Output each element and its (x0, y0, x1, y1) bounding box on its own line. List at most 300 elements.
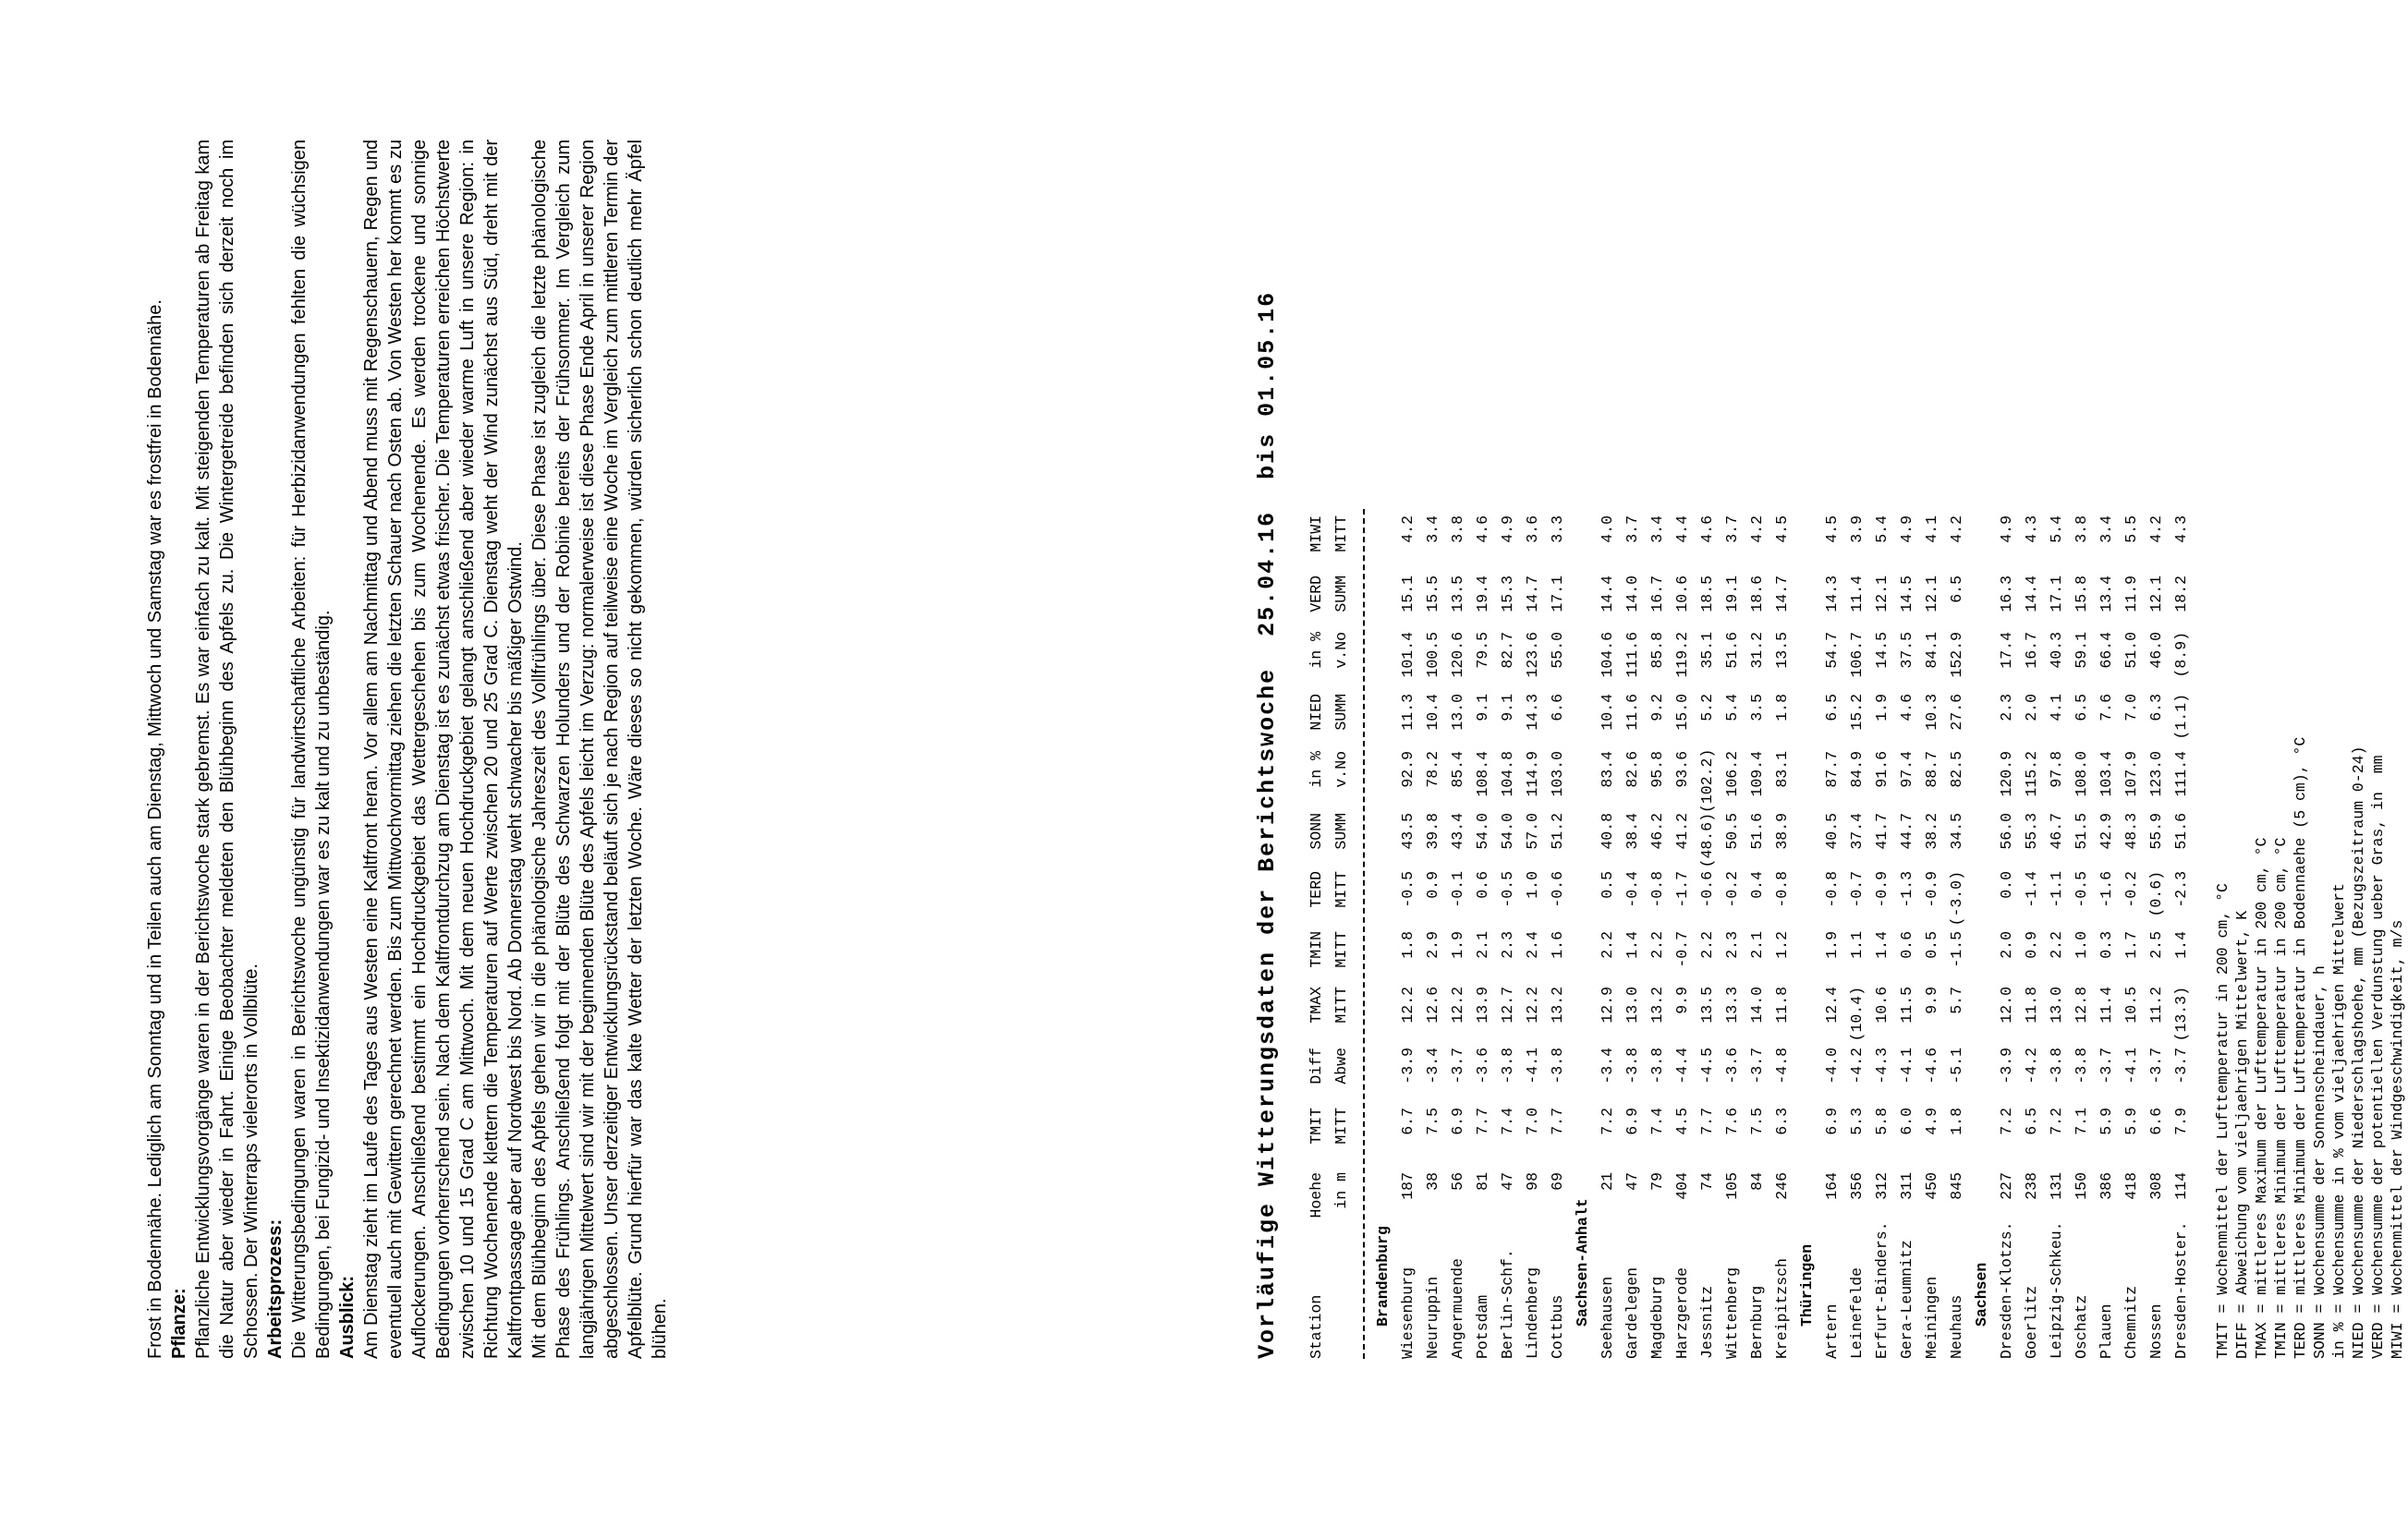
value-cell: 55.0 (1549, 632, 1566, 669)
value-cell: 115.2 (2023, 751, 2040, 797)
value-cell: 6.9 (1823, 1108, 1841, 1135)
value-cell: 46.0 (2147, 632, 2165, 669)
value-cell: 92.9 (1399, 751, 1417, 788)
value-cell: 4.3 (2172, 515, 2190, 543)
value-cell: 82.5 (1948, 751, 1965, 788)
value-cell: 0.0 (1998, 871, 2015, 899)
value-cell: -3.7 (2172, 1048, 2190, 1085)
value-cell: -4.3 (1873, 1048, 1891, 1085)
table-row (1948, 509, 1973, 1359)
station-cell: Potsdam (1474, 1294, 1491, 1359)
value-cell: -0.7 (1673, 931, 1691, 968)
value-cell: 11.8 (2023, 987, 2040, 1024)
value-cell: 7.6 (2098, 694, 2115, 721)
station-cell: Erfurt-Binders. (1873, 1221, 1891, 1359)
station-cell: Goerlitz (2023, 1285, 2040, 1359)
value-cell: 0.6 (1898, 931, 1915, 959)
value-cell: 51.5 (2073, 813, 2090, 850)
value-cell: 11.8 (1773, 987, 1791, 1024)
pflanze-heading: Pflanze: (169, 1288, 189, 1359)
value-cell: 227 (1998, 1172, 2015, 1200)
value-cell: 31.2 (1748, 632, 1766, 669)
value-cell: 11.4 (1848, 576, 1866, 612)
value-cell: 56.0 (1998, 813, 2015, 850)
value-cell: VERD (1307, 576, 1325, 612)
value-cell: 0.5 (1599, 871, 1616, 899)
weather-data-table (1307, 509, 2408, 1359)
value-cell: 1.4 (1873, 931, 1891, 959)
value-cell: 2.9 (1424, 931, 1441, 959)
value-cell: in m (1332, 1172, 1350, 1209)
value-cell: Hoehe (1307, 1172, 1325, 1218)
value-cell: 15.8 (2073, 576, 2090, 612)
value-cell: 12.1 (1873, 576, 1891, 612)
value-cell: 9.1 (1499, 694, 1516, 721)
value-cell: 38.2 (1923, 813, 1940, 850)
value-cell: SUMM (1332, 694, 1350, 731)
value-cell: -4.4 (1673, 1048, 1691, 1085)
value-cell: -0.9 (1923, 871, 1940, 908)
value-cell: -3.7 (2098, 1048, 2115, 1085)
value-cell: 4.5 (1823, 515, 1841, 543)
station-cell: Dresden-Hoster. (2172, 1221, 2190, 1359)
value-cell: SUMM (1332, 576, 1350, 612)
value-cell: -0.7 (1848, 871, 1866, 908)
value-cell: 450 (1923, 1172, 1940, 1200)
value-cell: 81 (1474, 1172, 1491, 1191)
value-cell: 3.7 (1723, 515, 1741, 543)
value-cell: 107.9 (2122, 751, 2140, 797)
value-cell: 7.1 (2073, 1108, 2090, 1135)
value-cell: 9.1 (1474, 694, 1491, 721)
legend-line: SONN = Wochensumme der Sonnenscheindauer, h (2311, 965, 2329, 1359)
value-cell: -4.8 (1773, 1048, 1791, 1085)
value-cell: 13.5 (1773, 632, 1791, 669)
table-row (2048, 509, 2073, 1359)
station-cell: Cottbus (1549, 1294, 1566, 1359)
value-cell: 3.8 (1449, 515, 1466, 543)
value-cell: 845 (1948, 1172, 1965, 1200)
value-cell: 46.2 (1648, 813, 1666, 850)
value-cell: -3.8 (2048, 1048, 2065, 1085)
value-cell: 1.4 (2172, 931, 2190, 959)
value-cell: 15.5 (1424, 576, 1441, 612)
value-cell: 6.6 (1549, 694, 1566, 721)
value-cell: 1.0 (2073, 931, 2090, 959)
value-cell: 17.1 (1549, 576, 1566, 612)
table-row (2147, 509, 2172, 1359)
value-cell: 78.2 (1424, 751, 1441, 788)
station-cell: Kreipitzsch (1773, 1258, 1791, 1359)
value-cell: 9.2 (1648, 694, 1666, 721)
value-cell: -3.7 (1449, 1048, 1466, 1085)
value-cell: 13.5 (1698, 987, 1716, 1024)
header-row (1307, 509, 1332, 1359)
value-cell: MITT (1332, 931, 1350, 968)
station-cell: Leipzig-Schkeu. (2048, 1221, 2065, 1359)
value-cell: 50.5 (1723, 813, 1741, 850)
value-cell: 120.6 (1449, 632, 1466, 678)
table-row (1449, 509, 1474, 1359)
table-row (2172, 509, 2197, 1359)
value-cell: 84.1 (1923, 632, 1940, 669)
value-cell: 7.0 (1524, 1108, 1541, 1135)
station-cell: Neuhaus (1948, 1294, 1965, 1359)
value-cell: 4.6 (1698, 515, 1716, 543)
table-row (1898, 509, 1923, 1359)
table-row (1723, 509, 1748, 1359)
value-cell: 5.2 (1698, 694, 1716, 721)
value-cell: (13.3) (2172, 987, 2190, 1042)
value-cell: -0.1 (1449, 871, 1466, 908)
value-cell: 12.6 (1424, 987, 1441, 1024)
value-cell: 47 (1624, 1172, 1641, 1191)
station-cell: Lindenberg (1524, 1266, 1541, 1359)
value-cell: 103.4 (2098, 751, 2115, 797)
value-cell: v.No (1332, 751, 1350, 788)
value-cell: -3.8 (2073, 1048, 2090, 1085)
station-cell: Oschatz (2073, 1294, 2090, 1359)
value-cell: 15.2 (1848, 694, 1866, 731)
value-cell: 4.4 (1673, 515, 1691, 543)
value-cell: 105 (1723, 1172, 1741, 1200)
value-cell: 14.3 (1524, 694, 1541, 731)
value-cell: 6.3 (2147, 694, 2165, 721)
value-cell: 111.4 (2172, 751, 2190, 797)
value-cell: 10.4 (1599, 694, 1616, 731)
value-cell: -3.7 (2147, 1048, 2165, 1085)
value-cell: 12.2 (1449, 987, 1466, 1024)
value-cell: -2.3 (2172, 871, 2190, 908)
value-cell: 14.7 (1773, 576, 1791, 612)
value-cell: 3.7 (1624, 515, 1641, 543)
arbeitsprozess-paragraph: Die Witterungsbedingungen waren in Berichtswoche ungünstig für landwirtschaftliche Arbeiten: für Herbizidanwendungen fehlten die wüchsigen Bedingungen, bei Fungizid- und Insektizidanwendungen war es zu kalt und zu unbeständig. (289, 139, 334, 1359)
value-cell: 4.1 (1923, 515, 1940, 543)
value-cell: 108.4 (1474, 751, 1491, 797)
value-cell: 119.2 (1673, 632, 1691, 678)
value-cell: 55.9 (2147, 813, 2165, 850)
value-cell: MITT (1332, 1108, 1350, 1145)
value-cell: 27.6 (1948, 694, 1965, 731)
value-cell: 123.0 (2147, 751, 2165, 797)
value-cell: MIWI (1307, 515, 1325, 552)
value-cell: 79.5 (1474, 632, 1491, 669)
value-cell: 4.9 (1998, 515, 2015, 543)
value-cell: 5.5 (2122, 515, 2140, 543)
station-cell: Berlin-Schf. (1499, 1249, 1516, 1359)
value-cell: 13.2 (1648, 987, 1666, 1024)
value-cell: 4.2 (1399, 515, 1417, 543)
table-row (1624, 509, 1648, 1359)
value-cell: 13.0 (2048, 987, 2065, 1024)
value-cell: -1.4 (2023, 871, 2040, 908)
value-cell: 12.1 (2147, 576, 2165, 612)
value-cell: 37.4 (1848, 813, 1866, 850)
legend-line: DIFF = Abweichung vom vieljaehrigen Mittelwert, K (2233, 910, 2251, 1359)
value-cell: -3.8 (1624, 1048, 1641, 1085)
value-cell: 187 (1399, 1172, 1417, 1200)
value-cell: 51.6 (1723, 632, 1741, 669)
value-cell: 5.9 (2122, 1108, 2140, 1135)
station-cell: Nossen (2147, 1303, 2165, 1359)
value-cell: 14.0 (1748, 987, 1766, 1024)
value-cell: 101.4 (1399, 632, 1417, 678)
value-cell: 14.4 (1599, 576, 1616, 612)
value-cell: 83.1 (1773, 751, 1791, 788)
station-cell: Seehausen (1599, 1276, 1616, 1359)
table-row (1773, 509, 1798, 1359)
value-cell: 2.0 (2023, 694, 2040, 721)
value-cell: 69 (1549, 1172, 1566, 1191)
value-cell: 150 (2073, 1172, 2090, 1200)
value-cell: 7.2 (2048, 1108, 2065, 1135)
value-cell: 4.9 (1898, 515, 1915, 543)
value-cell: 40.8 (1599, 813, 1616, 850)
value-cell: 114.9 (1524, 751, 1541, 797)
group-heading: Thüringen (1798, 1243, 1816, 1327)
value-cell: TMAX (1307, 987, 1325, 1024)
value-cell: 2.5 (2147, 931, 2165, 959)
value-cell: 7.4 (1499, 1108, 1516, 1135)
legend-line: NIED = Wochensumme der Niederschlagshoehe, mm (Bezugszeitraum 0-24) (2350, 745, 2367, 1359)
value-cell: MITT (1332, 987, 1350, 1024)
value-cell: 54.0 (1499, 813, 1516, 850)
value-cell: 6.9 (1624, 1108, 1641, 1135)
value-cell: 97.4 (1898, 751, 1915, 788)
value-cell: -4.1 (1898, 1048, 1915, 1085)
value-cell: TERD (1307, 871, 1325, 908)
value-cell: (0.6) (2147, 871, 2165, 917)
value-cell: 123.6 (1524, 632, 1541, 678)
value-cell: 10.6 (1873, 987, 1891, 1024)
value-cell: 13.0 (1449, 694, 1466, 731)
value-cell: 0.4 (1748, 871, 1766, 899)
value-cell: 16.7 (1648, 576, 1666, 612)
table-row (2023, 509, 2048, 1359)
value-cell: 4.6 (1898, 694, 1915, 721)
value-cell: 34.5 (1948, 813, 1965, 850)
value-cell: 2.3 (1998, 694, 2015, 721)
value-cell: 2.0 (1998, 931, 2015, 959)
table-row (1923, 509, 1948, 1359)
value-cell: 57.0 (1524, 813, 1541, 850)
value-cell: 1.8 (1948, 1108, 1965, 1135)
header-divider (1363, 509, 1365, 1359)
ausblick-paragraph: Am Dienstag zieht im Laufe des Tages aus Westen eine Kaltfront heran. Vor allem am Nachmittag und Abend muss mit Regenschauern, Regen und eventuell auch mit Gewittern gerechnet werden. Bis zum Mittwochvormittag ziehen die letzten Schauer nach Osten ab. Von Westen her kommt es zu Auflockerungen. Anschließend bestimmt ein Hochdruckgebiet das Wettergeschehen bis zum Wochenende. Es werden trockene und sonnige Bedingungen vorherrschend sein. Nach dem Kaltfrontdurchzug am Dienstag ist es zunächst etwas frischer. Die Temperaturen erreichen Höchstwerte zwischen 10 und 15 Grad C am Mittwoch. Mit dem neuen Hochdruckgebiet gelangt anschließend aber wieder warme Luft in unsere Region: in Richtung Wochenende klettern die Temperaturen auf Werte zwischen 20 und 25 Grad C. Dienstag weht der Wind zunächst aus Süd, dreht mit der Kaltfrontpassage aber auf Nordwest bis Nord. Ab Donnerstag weht schwacher bis mäßiger Ostwind. (361, 139, 526, 1359)
value-cell: 56 (1449, 1172, 1466, 1191)
value-cell: 12.7 (1499, 987, 1516, 1024)
value-cell: 59.1 (2073, 632, 2090, 669)
value-cell: 1.9 (1823, 931, 1841, 959)
value-cell: 3.6 (1524, 515, 1541, 543)
value-cell: 4.2 (2147, 515, 2165, 543)
value-cell: 87.7 (1823, 751, 1841, 788)
value-cell: -4.5 (1698, 1048, 1716, 1085)
value-cell: -3.7 (1748, 1048, 1766, 1085)
value-cell: 4.3 (2023, 515, 2040, 543)
table-row (1873, 509, 1898, 1359)
value-cell: (1.1) (2172, 694, 2190, 740)
group-heading: Brandenburg (1374, 1226, 1392, 1327)
table-row (1424, 509, 1449, 1359)
value-cell: 152.9 (1948, 632, 1965, 678)
value-cell: -3.9 (1998, 1048, 2015, 1085)
value-cell: 13.2 (1549, 987, 1566, 1024)
value-cell: -0.8 (1648, 871, 1666, 908)
value-cell: 2.2 (1698, 931, 1716, 959)
value-cell: 11.2 (2147, 987, 2165, 1024)
value-cell: 0.6 (1474, 871, 1491, 899)
value-cell: 91.6 (1873, 751, 1891, 788)
value-cell: 93.6 (1673, 751, 1691, 788)
value-cell: 83.4 (1599, 751, 1616, 788)
value-cell: 18.6 (1748, 576, 1766, 612)
station-cell: Magdeburg (1648, 1276, 1666, 1359)
table-row (2073, 509, 2098, 1359)
value-cell: 54.7 (1823, 632, 1841, 669)
value-cell: 3.3 (1549, 515, 1566, 543)
value-cell: 37.5 (1898, 632, 1915, 669)
value-cell: 238 (2023, 1172, 2040, 1200)
value-cell: -0.8 (1773, 871, 1791, 908)
value-cell: 40.3 (2048, 632, 2065, 669)
value-cell: 7.5 (1424, 1108, 1441, 1135)
value-cell: 13.5 (1449, 576, 1466, 612)
value-cell: 41.7 (1873, 813, 1891, 850)
value-cell: 308 (2147, 1172, 2165, 1200)
value-cell: 11.4 (2098, 987, 2115, 1024)
value-cell: 14.4 (2023, 576, 2040, 612)
station-cell: Station (1307, 1294, 1325, 1359)
value-cell: NIED (1307, 694, 1325, 731)
value-cell: MITT (1332, 515, 1350, 552)
table-row (1998, 509, 2023, 1359)
station-cell: Wittenberg (1723, 1266, 1741, 1359)
phaenologie-paragraph: Mit dem Blühbeginn des Apfels gehen wir in die phänologische Jahreszeit des Vollfrühlings über. Diese Phase ist zugleich die letzte phänologische Phase des Frühlings. Anschließend folgt mit der Blüte des Schwarzen Holunders und der Robinie bereits der Frühsommer. Im Vergleich zum langjährigen Mittelwert sind wir mit der beginnenden Blüte des Apfels leicht im Verzug: normalerweise ist diese Phase Ende April in unserer Region abgeschlossen. Unser derzeitiger Entwicklungsrückstand beläuft sich je nach Region auf teilweise eine Woche im Vergleich zum mittleren Termin der Apfelblüte. Grund hierfür war das kalte Wetter der letzten Woche. Wäre dieses so nicht gekommen, würden sicherlich schon deutlich mehr Äpfel blühen. (529, 139, 670, 1359)
value-cell: SONN (1307, 813, 1325, 850)
legend-line: TMAX = mittleres Maximum der Lufttemperatur in 200 cm, °C (2253, 837, 2270, 1359)
table-row (1823, 509, 1848, 1359)
value-cell: 5.9 (2098, 1108, 2115, 1135)
value-cell: 12.4 (1823, 987, 1841, 1024)
value-cell: 14.5 (1873, 632, 1891, 669)
value-cell: 2.2 (2048, 931, 2065, 959)
legend-line: VERD = Wochensumme der potentiellen Verdunstung ueber Gras, in mm (2369, 755, 2387, 1359)
value-cell: 12.8 (2073, 987, 2090, 1024)
value-cell: -1.1 (2048, 871, 2065, 908)
value-cell: 1.4 (1624, 931, 1641, 959)
value-cell: 14.5 (1898, 576, 1915, 612)
value-cell: 12.2 (1524, 987, 1541, 1024)
value-cell: 6.5 (1823, 694, 1841, 721)
value-cell: 1.2 (1773, 931, 1791, 959)
table-row (1673, 509, 1698, 1359)
value-cell: -0.6 (1698, 871, 1716, 908)
value-cell: 4.2 (1748, 515, 1766, 543)
value-cell: 3.8 (2073, 515, 2090, 543)
value-cell: 4.0 (1599, 515, 1616, 543)
value-cell: 120.9 (1998, 751, 2015, 797)
value-cell: 2.1 (1748, 931, 1766, 959)
station-cell: Dresden-Klotzs. (1998, 1221, 2015, 1359)
value-cell: 7.7 (1474, 1108, 1491, 1135)
value-cell: 9.9 (1673, 987, 1691, 1014)
value-cell: 13.0 (1624, 987, 1641, 1024)
pflanze-paragraph: Pflanzliche Entwicklungsvorgänge waren in der Berichtswoche stark gebremst. Es war einfach zu kalt. Mit steigenden Temperaturen ab Freitag kam die Natur aber wieder in Fahrt. Einige Beobachter meldeten den Blühbeginn des Apfels zu. Die Wintergetreide befinden sich derzeit noch im Schossen. Der Winterraps vielerorts in Vollblüte. (193, 139, 261, 1359)
value-cell: -0.5 (1399, 871, 1417, 908)
value-cell: 10.5 (2122, 987, 2140, 1024)
value-cell: -3.6 (1474, 1048, 1491, 1085)
value-cell: 1.9 (1449, 931, 1466, 959)
value-cell: 1.8 (1399, 931, 1417, 959)
value-cell: 6.9 (1449, 1108, 1466, 1135)
value-cell: -1.5 (1948, 931, 1965, 968)
value-cell: -4.0 (1823, 1048, 1841, 1085)
value-cell: 38.9 (1773, 813, 1791, 850)
value-cell: 66.4 (2098, 632, 2115, 669)
value-cell: -3.4 (1424, 1048, 1441, 1085)
value-cell: 0.3 (2098, 931, 2115, 959)
station-cell: Leinefelde (1848, 1266, 1866, 1359)
value-cell: 1.8 (1773, 694, 1791, 721)
table-row (1748, 509, 1773, 1359)
table-row (1499, 509, 1524, 1359)
value-cell: 85.8 (1648, 632, 1666, 669)
value-cell: 7.7 (1549, 1108, 1566, 1135)
value-cell: (10.4) (1848, 987, 1866, 1042)
value-cell: Diff (1307, 1048, 1325, 1085)
value-cell: SUMM (1332, 813, 1350, 850)
value-cell: 43.4 (1449, 813, 1466, 850)
value-cell: 111.6 (1624, 632, 1641, 678)
legend-line: MIWI = Wochenmittel der Windgeschwindigkeit, m/s (2389, 919, 2406, 1359)
value-cell: 9.9 (1923, 987, 1940, 1014)
station-cell: Neuruppin (1424, 1276, 1441, 1359)
value-cell: 15.0 (1673, 694, 1691, 731)
value-cell: 39.8 (1424, 813, 1441, 850)
value-cell: 54.0 (1474, 813, 1491, 850)
intro-paragraph: Frost in Bodennähe. Lediglich am Sonntag und in Teilen auch am Dienstag, Mittwoch und Samstag war es frostfrei in Bodennähe. (145, 299, 165, 1359)
station-cell: Harzgerode (1673, 1266, 1691, 1359)
value-cell: -0.2 (2122, 871, 2140, 908)
value-cell: 15.1 (1399, 576, 1417, 612)
value-cell: 1.7 (2122, 931, 2140, 959)
value-cell: (102.2) (1698, 748, 1716, 813)
value-cell: 4.5 (1673, 1108, 1691, 1135)
value-cell: 41.2 (1673, 813, 1691, 850)
value-cell: (48.6) (1698, 813, 1716, 868)
value-cell: 51.6 (1748, 813, 1766, 850)
value-cell: 16.3 (1998, 576, 2015, 612)
value-cell: -3.8 (1499, 1048, 1516, 1085)
value-cell: TMIN (1307, 931, 1325, 968)
value-cell: 19.1 (1723, 576, 1741, 612)
value-cell: -0.2 (1723, 871, 1741, 908)
value-cell: 74 (1698, 1172, 1716, 1191)
value-cell: -4.1 (2122, 1048, 2140, 1085)
value-cell: 14.7 (1524, 576, 1541, 612)
table-row (1474, 509, 1499, 1359)
station-cell: Bernburg (1748, 1285, 1766, 1359)
value-cell: 11.6 (1624, 694, 1641, 731)
table-row (1524, 509, 1549, 1359)
station-cell: Jessnitz (1698, 1285, 1716, 1359)
value-cell: 48.3 (2122, 813, 2140, 850)
value-cell: (8.9) (2172, 632, 2190, 678)
value-cell: 5.8 (1873, 1108, 1891, 1135)
value-cell: 104.6 (1599, 632, 1616, 678)
value-cell: -4.6 (1923, 1048, 1940, 1085)
